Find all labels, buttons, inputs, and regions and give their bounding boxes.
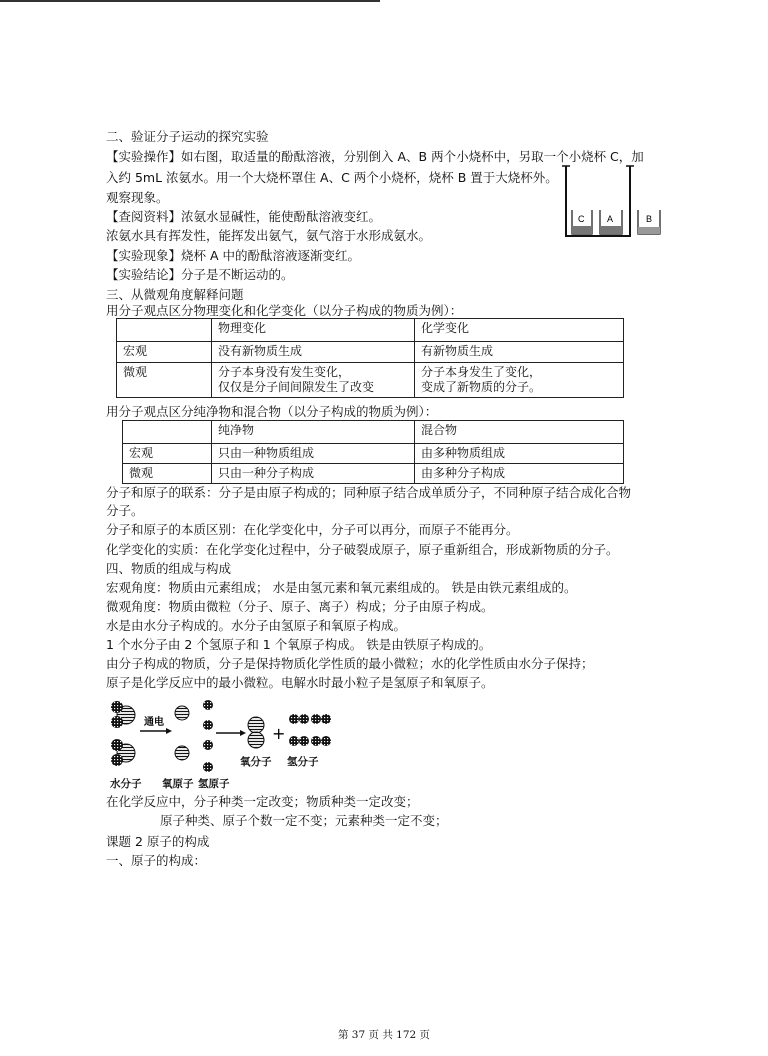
- plus-sign: +: [272, 724, 286, 743]
- table-cell: 微观: [117, 363, 212, 398]
- table-cell: 宏观: [123, 444, 212, 464]
- experiment-operation-line1: 【实验操作】如右图，取适量的酚酞溶液，分别倒入 A、B 两个小烧杯中，另取一个小烧杯 C，加: [106, 149, 644, 164]
- section3-heading: 三、从微观角度解释问题: [106, 287, 244, 302]
- large-beaker: [562, 166, 634, 236]
- water-molecule-top: [111, 701, 135, 728]
- molecule-atom-link-line1: 分子和原子的联系：分子是由原子构成的；同种原子结合成单质分子，不同种原子结合成化合物: [106, 485, 632, 500]
- pure-mixture-table: [122, 420, 624, 484]
- chemical-change-essence: 化学变化的实质：在化学变化过程中，分子破裂成原子，原子重新组合，形成新物质的分子。: [106, 542, 619, 557]
- beaker-c-label: C: [578, 214, 585, 224]
- table-header-cell: 化学变化: [415, 319, 624, 342]
- topic2-subheading: 一、原子的构成：: [106, 853, 207, 868]
- oxygen-molecule: [248, 717, 264, 748]
- table-cell: 只由一种物质组成: [212, 444, 415, 464]
- table-row: [123, 444, 624, 464]
- table-cell: 分子本身发生了变化， 变成了新物质的分子。: [415, 363, 624, 398]
- oxygen-molecule-label: 氧分子: [240, 756, 272, 768]
- table-row: [123, 464, 624, 484]
- beaker-b-label: B: [646, 214, 653, 224]
- table-header-cell: 纯净物: [212, 421, 415, 444]
- scan-top-edge: [0, 0, 380, 2]
- reference-line2: 浓氨水具有挥发性，能挥发出氨气，氨气溶于水形成氨水。: [106, 228, 432, 243]
- table-cell: 只由一种分子构成: [212, 464, 415, 484]
- section4-heading: 四、物质的组成与构成: [106, 561, 232, 576]
- table-row: [123, 421, 624, 444]
- table-row: [117, 363, 624, 398]
- table-header-cell: 混合物: [415, 421, 624, 444]
- beaker-b: [638, 210, 660, 234]
- water-molecule-composition: 1 个水分子由 2 个氢原子和 1 个氧原子构成。 铁是由铁原子构成的。: [106, 637, 492, 652]
- experiment-conclusion: 【实验结论】分子是不断运动的。: [106, 267, 294, 282]
- molecule-atom-difference: 分子和原子的本质区别：在化学变化中，分子可以再分，而原子不能再分。: [106, 522, 519, 537]
- electrolysis-label: 通电: [144, 717, 164, 728]
- experiment-operation-line3: 观察现象。: [106, 190, 169, 205]
- section2-heading: 二、验证分子运动的探究实验: [106, 129, 269, 144]
- beaker-a: [600, 210, 622, 234]
- macro-view: 宏观角度：物质由元素组成； 水是由氢元素和氧元素组成的。 铁是由铁元素组成的。: [106, 580, 577, 595]
- water-molecule-label: 水分子: [110, 778, 142, 790]
- reaction-rule-line1: 在化学反应中，分子种类一定改变；物质种类一定改变；: [106, 794, 419, 809]
- table-row: [117, 319, 624, 342]
- micro-view: 微观角度：物质由微粒（分子、原子、离子）构成；分子由原子构成。: [106, 599, 494, 614]
- table-cell: 宏观: [117, 342, 212, 363]
- page-footer: 第 37 页 共 172 页: [337, 1029, 431, 1041]
- table2-caption: 用分子观点区分纯净物和混合物（以分子构成的物质为例）：: [106, 404, 438, 419]
- experiment-operation-line2: 入约 5mL 浓氨水。用一个大烧杯罩住 A、C 两个小烧杯，烧杯 B 置于大烧杯外。: [106, 170, 558, 185]
- table-cell: 微观: [123, 464, 212, 484]
- hydrogen-molecules: [289, 714, 331, 746]
- hydrogen-atom-label: 氢原子: [198, 778, 230, 790]
- table-cell: 由多种物质组成: [415, 444, 624, 464]
- experiment-phenomenon: 【实验现象】烧杯 A 中的酚酞溶液逐渐变红。: [106, 248, 360, 263]
- oxygen-atom-label: 氧原子: [162, 778, 194, 790]
- beaker-a-label: A: [607, 214, 614, 224]
- table-cell: 有新物质生成: [415, 342, 624, 363]
- reaction-rule-line2: 原子种类、原子个数一定不变；元素种类一定不变；: [160, 813, 448, 828]
- table1-caption: 用分子观点区分物理变化和化学变化（以分子构成的物质为例）：: [106, 303, 463, 318]
- water-composition: 水是由水分子构成的。水分子由氢原子和氧原子构成。: [106, 618, 407, 633]
- hydrogen-molecule-label: 氢分子: [287, 756, 319, 768]
- reference-line1: 【查阅资料】浓氨水显碱性，能使酚酞溶液变红。: [106, 209, 382, 224]
- table-cell: 分子本身没有发生变化， 仅仅是分子间间隙发生了改变: [212, 363, 415, 398]
- smallest-particle-line2: 原子是化学反应中的最小微粒。电解水时最小粒子是氢原子和氧原子。: [106, 675, 494, 690]
- water-molecule-bottom: [111, 739, 135, 766]
- physical-chemical-change-table: [116, 318, 624, 398]
- table-header-cell: [123, 421, 212, 444]
- topic2-title: 课题 2 原子的构成: [106, 834, 210, 849]
- table-header-cell: [117, 319, 212, 342]
- table-cell: 由多种分子构成: [415, 464, 624, 484]
- separated-atoms: [175, 700, 213, 772]
- table-row: [117, 342, 624, 363]
- table-header-cell: 物理变化: [212, 319, 415, 342]
- molecule-atom-link-line2: 分子。: [106, 503, 144, 518]
- beaker-figure: [560, 160, 670, 240]
- smallest-particle-line1: 由分子构成的物质，分子是保持物质化学性质的最小微粒；水的化学性质由水分子保持；: [106, 656, 594, 671]
- table-cell: 没有新物质生成: [212, 342, 415, 363]
- beaker-c: [572, 210, 592, 234]
